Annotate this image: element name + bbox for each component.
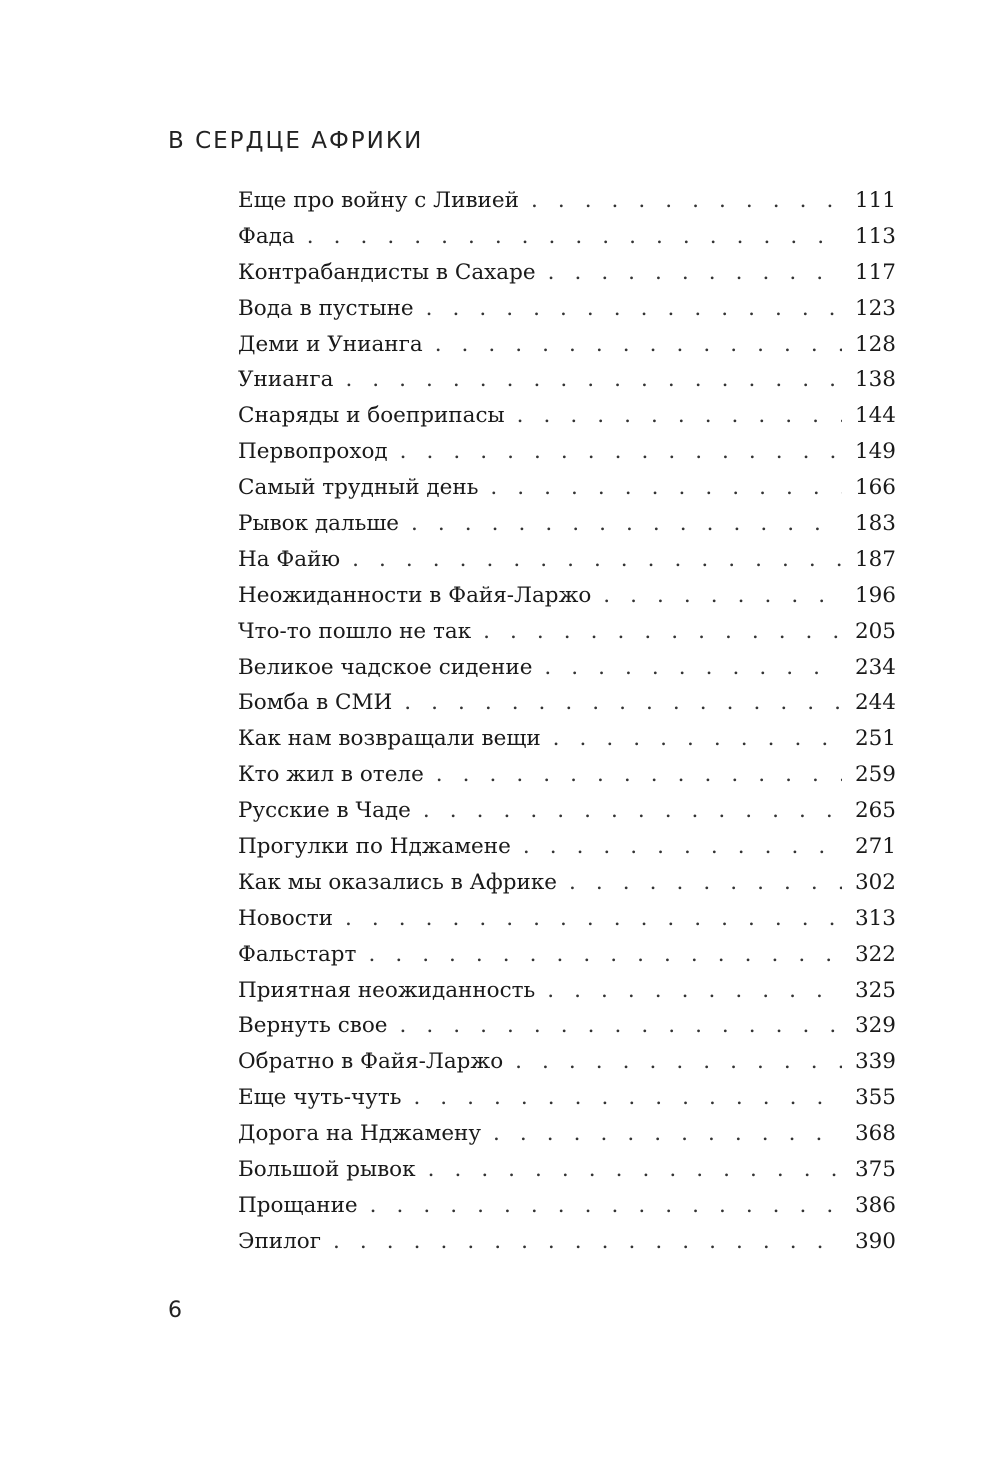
toc-entry-page: 368 xyxy=(854,1121,896,1147)
dot-leader xyxy=(400,1013,842,1038)
toc-entry-title: Фада xyxy=(238,223,295,249)
toc-entry xyxy=(238,655,896,691)
toc-entry xyxy=(238,188,896,224)
toc-entry-page: 113 xyxy=(854,223,896,249)
toc-entry-page: 123 xyxy=(854,295,896,321)
toc-entry xyxy=(238,870,896,906)
running-head: В СЕРДЦЕ АФРИКИ xyxy=(168,128,424,154)
toc-entry-title: Еще про войну с Ливией xyxy=(238,188,519,213)
toc-entry-page: 234 xyxy=(854,654,896,680)
dot-leader xyxy=(411,511,842,536)
dot-leader xyxy=(428,1157,842,1182)
toc-entry-page: 187 xyxy=(854,546,896,572)
dot-leader xyxy=(569,870,842,895)
toc-entry-page: 313 xyxy=(854,905,896,931)
toc-entry-title: Вернуть свое xyxy=(238,1013,388,1039)
dot-leader xyxy=(426,296,842,321)
toc-entry xyxy=(238,583,896,619)
dot-leader xyxy=(517,403,842,428)
toc-entry xyxy=(238,224,896,260)
dot-leader xyxy=(493,1121,842,1146)
toc-entry-title: Деми и Унианга xyxy=(238,331,423,357)
toc-entry-page: 271 xyxy=(854,834,896,860)
toc-entry-page: 128 xyxy=(854,331,896,357)
toc-entry xyxy=(238,762,896,798)
toc-entry xyxy=(238,1229,896,1265)
toc-entry-title: Обратно в Файя-Ларжо xyxy=(238,1049,504,1075)
toc-entry-page: 322 xyxy=(854,941,896,967)
toc-entry-page: 166 xyxy=(854,475,896,501)
dot-leader xyxy=(345,367,842,392)
toc-entry xyxy=(238,1121,896,1157)
toc-entry-title: Вода в пустыне xyxy=(238,295,414,321)
toc-entry xyxy=(238,367,896,403)
toc-entry-page: 117 xyxy=(854,259,896,285)
dot-leader xyxy=(523,834,842,859)
dot-leader xyxy=(553,726,842,751)
toc-entry xyxy=(238,296,896,332)
toc-entry xyxy=(238,332,896,368)
toc-entry-page: 183 xyxy=(854,511,896,537)
toc-entry xyxy=(238,475,896,511)
toc-entry-title: Прощание xyxy=(238,1192,358,1218)
toc-entry xyxy=(238,978,896,1014)
toc-entry-title: Снаряды и боеприпасы xyxy=(238,403,505,429)
dot-leader xyxy=(423,798,842,823)
toc-entry-title: Как мы оказались в Африке xyxy=(238,869,558,895)
dot-leader xyxy=(413,1085,842,1110)
toc-entry-page: 302 xyxy=(854,869,896,895)
dot-leader xyxy=(368,942,842,967)
toc-entry xyxy=(238,690,896,726)
dot-leader xyxy=(436,762,842,787)
toc-entry-page: 355 xyxy=(854,1085,896,1111)
toc-entry-page: 339 xyxy=(854,1049,896,1075)
toc-entry-title: Контрабандисты в Сахаре xyxy=(238,259,536,285)
toc-entry xyxy=(238,942,896,978)
toc-entry xyxy=(238,439,896,475)
toc-entry xyxy=(238,547,896,583)
toc-entry-title: Прогулки по Нджамене xyxy=(238,834,511,860)
toc-entry xyxy=(238,403,896,439)
toc-entry-title: Рывок дальше xyxy=(238,511,400,537)
toc-entry-page: 386 xyxy=(854,1192,896,1218)
toc-entry xyxy=(238,260,896,296)
toc-entry xyxy=(238,834,896,870)
toc-entry-page: 259 xyxy=(854,762,896,788)
toc-entry-title: На Файю xyxy=(238,546,341,572)
toc-entry-page: 390 xyxy=(854,1228,896,1254)
dot-leader xyxy=(490,475,842,500)
dot-leader xyxy=(333,1229,842,1254)
dot-leader xyxy=(515,1049,842,1074)
dot-leader xyxy=(404,690,842,715)
dot-leader xyxy=(345,906,842,931)
toc-entry-title: Первопроход xyxy=(238,439,388,465)
dot-leader xyxy=(352,547,842,572)
toc-entry-title: Приятная неожиданность xyxy=(238,977,536,1003)
dot-leader xyxy=(603,583,842,608)
dot-leader xyxy=(544,655,842,680)
toc-entry xyxy=(238,906,896,942)
toc-entry-page: 244 xyxy=(854,690,896,716)
toc-entry-page: 375 xyxy=(854,1157,896,1183)
toc-entry-page: 144 xyxy=(854,403,896,429)
toc-entry-title: Как нам возвращали вещи xyxy=(238,726,541,752)
toc-entry-title: Великое чадское сидение xyxy=(238,654,533,680)
dot-leader xyxy=(483,619,842,644)
toc-entry xyxy=(238,619,896,655)
toc-entry xyxy=(238,1193,896,1229)
dot-leader xyxy=(370,1193,842,1218)
toc-entry xyxy=(238,1049,896,1085)
toc-entry-page: 138 xyxy=(854,367,896,393)
toc-entry-page: 196 xyxy=(854,582,896,608)
toc-entry-page: 325 xyxy=(854,977,896,1003)
toc-entry xyxy=(238,1013,896,1049)
page-number: 6 xyxy=(168,1298,182,1323)
toc-entry-title: Бомба в СМИ xyxy=(238,690,393,716)
toc-entry xyxy=(238,1085,896,1121)
dot-leader xyxy=(531,188,842,213)
toc-entry-title: Фальстарт xyxy=(238,941,357,967)
toc-entry-page: 251 xyxy=(854,726,896,752)
toc-entry-title: Униангa xyxy=(238,367,334,393)
toc-entry xyxy=(238,798,896,834)
toc-entry-title: Неожиданности в Файя-Ларжо xyxy=(238,582,592,608)
dot-leader xyxy=(548,260,842,285)
toc-entry xyxy=(238,511,896,547)
toc-entry-title: Эпилог xyxy=(238,1228,321,1254)
toc-entry-page: 111 xyxy=(854,188,896,213)
toc-entry xyxy=(238,726,896,762)
dot-leader xyxy=(547,978,842,1003)
toc-entry-title: Еще чуть-чуть xyxy=(238,1085,402,1111)
toc-entry-page: 149 xyxy=(854,439,896,465)
toc-entry-title: Новости xyxy=(238,905,334,931)
toc-entry-page: 329 xyxy=(854,1013,896,1039)
toc-entry-title: Русские в Чаде xyxy=(238,798,411,824)
toc-entry-title: Кто жил в отеле xyxy=(238,762,424,788)
table-of-contents xyxy=(238,188,896,1265)
dot-leader xyxy=(307,224,842,249)
toc-entry-page: 205 xyxy=(854,618,896,644)
toc-entry-title: Самый трудный день xyxy=(238,475,479,501)
toc-entry-title: Дорога на Нджамену xyxy=(238,1121,482,1147)
dot-leader xyxy=(435,332,842,357)
toc-entry-title: Что-то пошло не так xyxy=(238,618,472,644)
toc-entry-title: Большой рывок xyxy=(238,1157,416,1183)
toc-entry xyxy=(238,1157,896,1193)
dot-leader xyxy=(400,439,842,464)
toc-entry-page: 265 xyxy=(854,798,896,824)
